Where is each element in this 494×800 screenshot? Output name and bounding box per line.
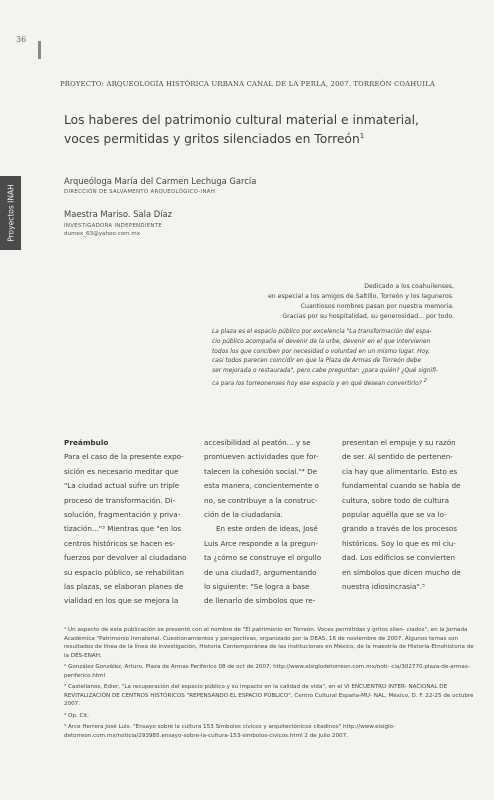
page-number: 36 [16, 35, 27, 44]
epigraph-last-text: ca para los torreonenses hoy ese espacio y en qué desean convertirlo? [212, 380, 422, 387]
author-email: dumex_63@yahoo.com.mx [64, 231, 140, 237]
col3-line: en símbolos que dicen mucho de [342, 567, 461, 577]
author-affiliation: INVESTIGADORA INDEPENDIENTE [64, 223, 163, 229]
col2-line: En este orden de ideas, José [216, 524, 318, 534]
title-footnote-mark: 1 [359, 132, 365, 140]
col1-line: proceso de transformación. Di- [64, 495, 176, 505]
footnote: ⁴ Op. Cit. [64, 712, 89, 719]
title-line-1: Los haberes del patrimonio cultural material e inmaterial, [64, 113, 419, 127]
epigraph-line: La plaza es el espacio público por excelencia "La transformación del espa- [212, 329, 432, 335]
col3-line: grando a través de los procesos [342, 524, 458, 534]
footnote: ¹ Un aspecto de esta publicación se presentó con el nombre de "El patrimonio en Torreón. Voces permitidas y gritos silen- ciados", en la Jornada Académica "Patrimonio Inmaterial. Cuestionamientos y perspectivas, organizado por la DEAS, 16 de noviembre de 2007. Algunos temas son resultados de línea de la línea de investigación, Historia Contemporánea de las instituciones en México, de la maestría de Historia-Etnohistoria de la DES-ENAH. [64, 627, 474, 659]
dedication [154, 282, 454, 322]
title-line-2 [64, 128, 464, 147]
col3-line: presentan el empuje y su razón [342, 438, 456, 447]
title-line-2-text: voces permitidas y gritos silenciados en Torreón [64, 132, 360, 147]
author-name: Arqueóloga María del Carmen Lechuga García [64, 176, 257, 186]
author-affiliation: DIRECCIÓN DE SALVAMENTO ARQUEOLÓGICO-INAH [64, 189, 216, 195]
side-tab [0, 176, 21, 250]
col1-line: tización..."³ Mientras que "en los [64, 524, 182, 534]
col1-line: centros históricos se hacen es- [64, 538, 176, 548]
col1-line: solución, fragmentación y priva- [64, 510, 181, 520]
col3-line: popular aquélla que se va lo- [342, 510, 447, 520]
footnote: ³ Castellanos, Edier, "La recuperación del espacio público y su impacto en la calidad de vida", en el VI ENCUENTRO INTER- NACIONAL DE REVITALIZACIÓN DE CENTROS HISTÓRICOS "REPENSANDO EL ESPACIO PÚBLICO", Centro Cultural España-MU- NAL, México, D. F. 22-25 de octubre 2007. [64, 684, 474, 707]
epigraph [212, 328, 458, 390]
col3-line: históricos. Soy lo que es mi ciu- [342, 538, 456, 548]
col2-line: accesibilidad al peatón... y se [204, 438, 311, 447]
col3-line: nuestra idiosincrasia".⁵ [342, 582, 425, 592]
footnote: ⁵ Arce Herrera José Luis. "Ensayo sobre la cultura 153 Símbolos cívicos y arquitectónicos citadinos" http://www.elsiglo- detorreon.com.mx/noticia/293985.ensayo-sobre-la-cultura-153-simbolos-civicos.html 2 de julio 2007. [64, 724, 396, 739]
dedication-line: Cuantiosos nombres pasan por nuestra memoria. [300, 303, 454, 310]
col2-line: Luis Arce responde a la pregun- [204, 538, 319, 548]
col2-line: ta ¿cómo se construye el orgullo [204, 553, 322, 563]
author-name: Maestra Mariso. Sala Díaz [64, 209, 173, 219]
col3-line: de ser. Al sentido de pertenen- [342, 452, 453, 462]
col1-line: Para el caso de la presente expo- [64, 452, 184, 462]
column-1 [64, 436, 190, 609]
section-heading: Preámbulo [64, 438, 109, 447]
col2-line: esta manera, concientemente o [204, 481, 319, 491]
epigraph-line: ser mejorada o restaurada", pero cabe preguntar: ¿para quién? ¿Qué signifi- [212, 368, 439, 375]
margin-rule [38, 41, 41, 59]
col3-line: fundamental cuando se habla de [342, 481, 461, 491]
epigraph-line [212, 377, 458, 390]
col2-line: promueven actividades que for- [204, 452, 319, 462]
dedication-line: Dedicado a los coahuilenses, [364, 283, 454, 290]
col1-line: su espacio público, se rehabilitan [64, 567, 184, 577]
col2-line: talecen la cohesión social."⁴ De [204, 466, 318, 476]
epigraph-footnote-mark: 2 [423, 377, 427, 384]
col3-line: dad. Los edificios se convierten [342, 553, 456, 563]
col2-line: de una ciudad?, argumentando [204, 567, 317, 577]
col1-line: vialidad en los que se mejora la [64, 596, 179, 606]
footnote: ² González González, Arturo, Plaza de Armas Periférico 08 de oct de 2007, http://www.elsiglodetorreon.com.mx/noti- cia/302770.plaza-de-armas-periferico.html [64, 664, 470, 679]
side-tab-label: Proyectos INAH [6, 184, 15, 242]
epigraph-line: cio público acompaña el devenir de la urbe, devenir en el que intervienen [212, 338, 431, 345]
column-2 [204, 436, 328, 609]
col3-line: cia hay que alimentarlo. Esto es [342, 466, 458, 476]
col1-line: fuerzos por devolver al ciudadano [64, 553, 187, 563]
col1-line: las plazas, se elaboran planes de [64, 582, 184, 592]
project-header: PROYECTO: ARQUEOLOGÍA HISTÓRICA URBANA CANAL DE LA PERLA, 2007. TORREÓN COAHUILA [60, 80, 436, 88]
article-title [64, 112, 464, 147]
col1-line: sición es necesario meditar que [64, 466, 179, 476]
col3-line: cultura, sobre todo de cultura [342, 495, 449, 505]
author-2 [64, 209, 384, 237]
col2-line: no, se contribuye a la construc- [204, 495, 318, 505]
author-1 [64, 176, 384, 195]
epigraph-line: casi todos parecen coincidir en que la Plaza de Armas de Torreón debe [212, 358, 422, 365]
epigraph-line: todos los que conciben por necesidad o voluntad en un mismo lugar. Hoy, [212, 348, 431, 355]
col2-line: lo siguiente: "Se logra a base [204, 582, 310, 592]
dedication-line: Gracias por su hospitalidad, su generosidad... por todo. [282, 313, 454, 320]
col2-line: ción de la ciudadanía. [204, 510, 283, 520]
col2-line: de llenarlo de símbolos que re- [204, 596, 316, 606]
footnotes [64, 626, 476, 743]
dedication-line: en especial a los amigos de Saltillo, Torreón y los laguneros. [267, 293, 454, 300]
col1-line: "La ciudad actual sufre un triple [64, 481, 180, 491]
column-3 [342, 436, 466, 594]
